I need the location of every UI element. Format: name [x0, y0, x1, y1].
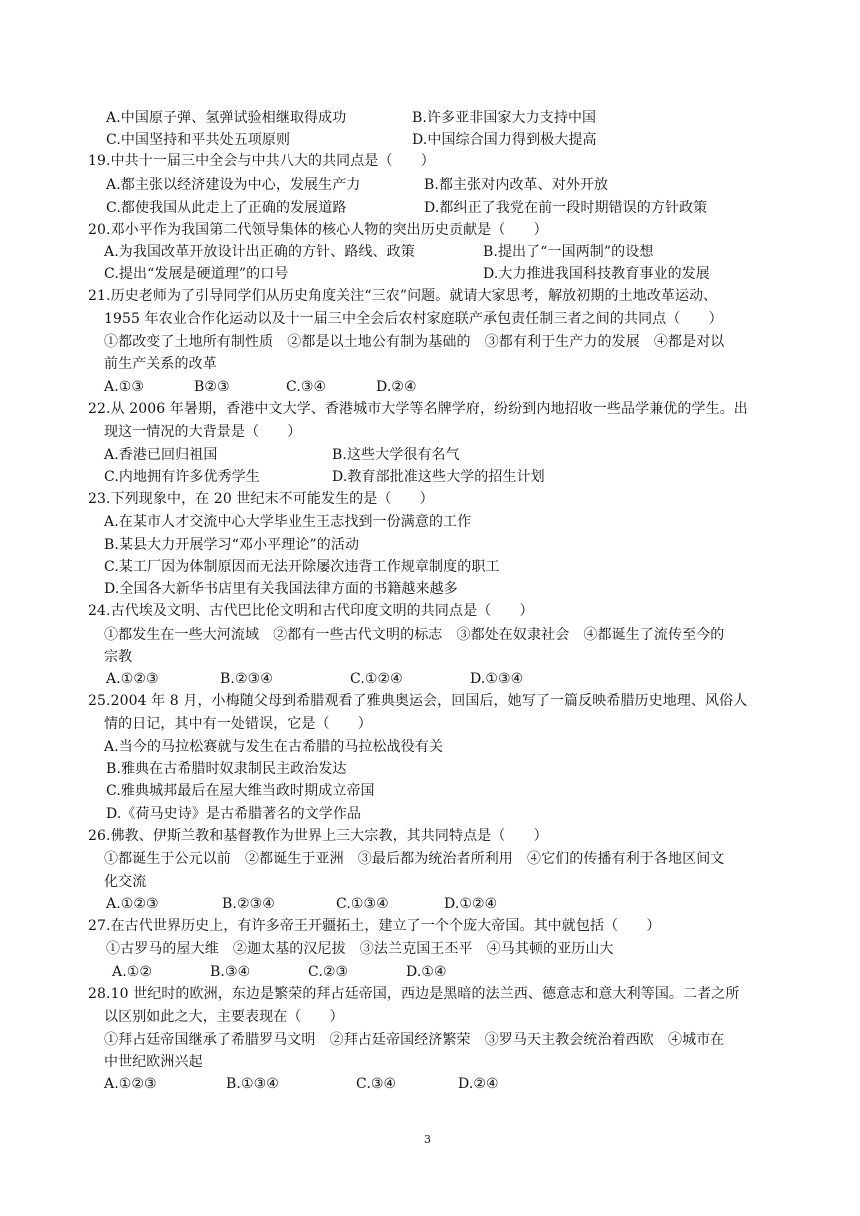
- option-q26-b: B.②③④: [222, 896, 275, 912]
- option-q20-d: D.大力推进我国科技教育事业的发展: [483, 266, 710, 282]
- option-q28-d: D.②④: [458, 1076, 499, 1092]
- option-q19-b: B.都主张对内改革、对外开放: [424, 177, 609, 193]
- option-q28-b: B.①③④: [226, 1076, 279, 1092]
- question-28-stem-line-4: 中世纪欧洲兴起: [104, 1054, 203, 1070]
- option-q22-a: A.香港已回归祖国: [104, 447, 218, 463]
- question-24-stem-line-3: 宗教: [104, 649, 133, 665]
- option-q19-a: A.都主张以经济建设为中心，发展生产力: [106, 177, 361, 193]
- option-q27-b: B.③④: [210, 964, 251, 980]
- option-q20-c: C.提出“发展是硬道理”的口号: [104, 266, 289, 282]
- question-28-stem-line-1: 28.10 世纪时的欧洲，东边是繁荣的拜占廷帝国，西边是黑暗的法兰西、德意志和意大利等国。二者之所: [88, 986, 740, 1002]
- option-q24-c: C.①②④: [350, 671, 403, 687]
- question-23-stem: 23.下列现象中，在 20 世纪末不可能发生的是（ ）: [88, 491, 434, 507]
- question-27-stem-line-2: ①古罗马的屋大维 ②迦太基的汉尼拔 ③法兰克国王丕平 ④马其顿的亚历山大: [106, 941, 614, 957]
- option-q19-c: C.都使我国从此走上了正确的发展道路: [106, 200, 347, 216]
- option-q23-b: B.某县大力开展学习“邓小平理论”的活动: [104, 537, 360, 553]
- question-22-stem-line-2: 现这一情况的大背景是（ ）: [104, 424, 302, 440]
- option-q21-c: C.③④: [286, 379, 327, 395]
- page-number: 3: [424, 1133, 431, 1146]
- option-q28-c: C.③④: [356, 1076, 397, 1092]
- option-q23-a: A.在某市人才交流中心大学毕业生王志找到一份满意的工作: [104, 514, 472, 530]
- option-q26-c: C.①③④: [336, 896, 389, 912]
- option-q21-b: B②③: [194, 379, 230, 395]
- option-q26-a: A.①②③: [106, 896, 159, 912]
- question-22-stem-line-1: 22.从 2006 年暑期，香港中文大学、香港城市大学等名牌学府，纷纷到内地招收一些品学兼优的学生。出: [88, 401, 748, 417]
- option-q18-a: A.中国原子弹、氢弹试验相继取得成功: [106, 110, 347, 126]
- question-24-stem-line-2: ①都发生在一些大河流域 ②都有一些古代文明的标志 ③都处在奴隶社会 ④都诞生了流传至今的: [104, 627, 725, 643]
- option-q27-a: A.①②: [112, 964, 153, 980]
- option-q19-d: D.都纠正了我党在前一段时期错误的方针政策: [424, 200, 708, 216]
- option-q22-d: D.教育部批准这些大学的招生计划: [332, 469, 545, 485]
- option-q20-b: B.提出了“一国两制”的设想: [483, 244, 654, 260]
- question-25-stem-line-1: 25.2004 年 8 月，小梅随父母到希腊观看了雅典奥运会，回国后，她写了一篇反映希腊历史地理、风俗人: [88, 693, 748, 709]
- question-21-stem-line-2: 1955 年农业合作化运动以及十一届三中全会后农村家庭联产承包责任制三者之间的共同点（ ）: [104, 311, 723, 327]
- question-26-stem-line-3: 化交流: [104, 874, 147, 890]
- option-q21-d: D.②④: [376, 379, 417, 395]
- question-21-stem-line-3: ①都改变了土地所有制性质 ②都是以土地公有制为基础的 ③都有利于生产力的发展 ④都是对以: [104, 334, 725, 350]
- option-q26-d: D.①②④: [444, 896, 498, 912]
- question-26-stem-line-2: ①都诞生于公元以前 ②都诞生于亚洲 ③最后都为统治者所利用 ④它们的传播有利于各地区间文: [104, 851, 725, 867]
- option-q25-a: A.当今的马拉松赛就与发生在古希腊的马拉松战役有关: [104, 739, 444, 755]
- option-q27-c: C.②③: [308, 964, 349, 980]
- option-q28-a: A.①②③: [104, 1076, 157, 1092]
- option-q18-b: B.许多亚非国家大力支持中国: [412, 110, 597, 126]
- question-25-stem-line-2: 情的日记，其中有一处错误，它是（ ）: [104, 716, 372, 732]
- option-q22-c: C.内地拥有许多优秀学生: [104, 469, 260, 485]
- option-q23-d: D.全国各大新华书店里有关我国法律方面的书籍越来越多: [104, 581, 458, 597]
- question-19-stem: 19.中共十一届三中全会与中共八大的共同点是（ ）: [88, 153, 435, 169]
- option-q24-a: A.①②③: [106, 671, 159, 687]
- option-q18-c: C.中国坚持和平共处五项原则: [106, 132, 291, 148]
- option-q21-a: A.①③: [104, 379, 145, 395]
- option-q27-d: D.①④: [406, 964, 447, 980]
- question-21-stem-line-1: 21.历史老师为了引导同学们从历史角度关注“三农”问题。就请大家思考，解放初期的土地改革运动、: [88, 288, 718, 304]
- question-28-stem-line-3: ①拜占廷帝国继承了希腊罗马文明 ②拜占廷帝国经济繁荣 ③罗马天主教会统治着西欧 ④城市在: [104, 1032, 725, 1048]
- option-q25-c: C.雅典城邦最后在屋大维当政时期成立帝国: [106, 783, 375, 799]
- option-q22-b: B.这些大学很有名气: [332, 447, 460, 463]
- question-21-stem-line-4: 前生产关系的改革: [104, 356, 217, 372]
- option-q20-a: A.为我国改革开放设计出正确的方针、路线、政策: [104, 244, 415, 260]
- option-q24-b: B.②③④: [220, 671, 273, 687]
- option-q24-d: D.①③④: [470, 671, 524, 687]
- option-q18-d: D.中国综合国力得到极大提高: [412, 132, 597, 148]
- option-q25-b: B.雅典在古希腊时奴隶制民主政治发达: [106, 761, 347, 777]
- option-q23-c: C.某工厂因为体制原因而无法开除屡次违背工作规章制度的职工: [104, 559, 500, 575]
- question-20-stem: 20.邓小平作为我国第二代领导集体的核心人物的突出历史贡献是（ ）: [88, 222, 548, 238]
- question-28-stem-line-2: 以区别如此之大，主要表现在（ ）: [104, 1009, 344, 1025]
- question-27-stem-line-1: 27.在古代世界历史上，有许多帝王开疆拓土，建立了一个个庞大帝国。其中就包括（ ）: [88, 918, 661, 934]
- question-24-stem-line-1: 24.古代埃及文明、古代巴比伦文明和古代印度文明的共同点是（ ）: [88, 603, 534, 619]
- question-26-stem-line-1: 26.佛教、伊斯兰教和基督教作为世界上三大宗教，其共同特点是（ ）: [88, 828, 548, 844]
- option-q25-d: D.《荷马史诗》是古希腊著名的文学作品: [106, 806, 362, 822]
